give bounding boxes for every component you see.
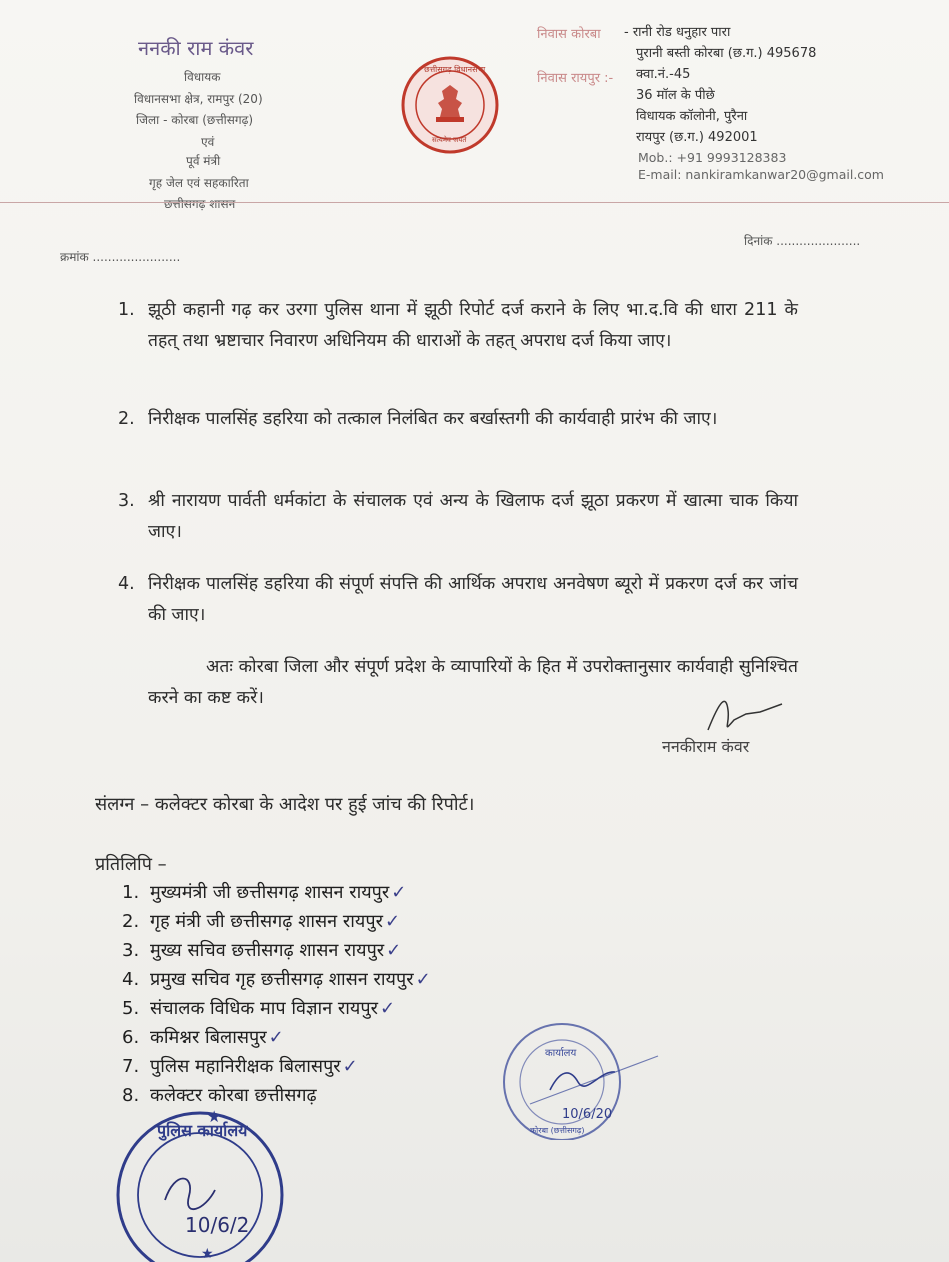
copy-item-text: कलेक्टर कोरबा छत्तीसगढ़ [150,1085,317,1106]
checkmark-icon: ✓ [342,1056,358,1077]
designation-line-1: विधायक [184,70,221,84]
closing-text: अतः कोरबा जिला और संपूर्ण प्रदेश के व्यापारियों के हित में उपरोक्तानुसार कार्यवाही सुनिश्चित करने का कष्ट करें। [148,657,798,708]
police-stamp-title: पुलिस कार्यालय [157,1121,248,1140]
residence-korba-line-2: पुरानी बस्ती कोरबा (छ.ग.) 495678 [636,46,817,61]
collector-stamp-location: कोरबा (छत्तीसगढ़) [530,1126,585,1135]
residence-raipur-line-4: रायपुर (छ.ग.) 492001 [636,130,758,145]
copy-item-text: मुख्य सचिव छत्तीसगढ़ शासन रायपुर [150,940,385,961]
copy-item-text: संचालक विधिक माप विज्ञान रायपुर [150,998,378,1019]
checkmark-icon: ✓ [384,911,401,932]
collector-stamp-date: 10/6/20 [562,1107,613,1122]
checkmark-icon: ✓ [268,1027,284,1048]
enclosure-note: संलग्न – कलेक्टर कोरबा के आदेश पर हुई जांच की रिपोर्ट। [95,794,475,815]
demand-point-3 [118,486,798,548]
point-number: 4. [118,574,135,594]
point-text: झूठी कहानी गढ़ कर उरगा पुलिस थाना में झूठी रिपोर्ट दर्ज कराने के लिए भा.द.वि की धारा 211 के तहत् तथा भ्रष्टाचार निवारण अधिनियम की धाराओं के तहत् अपराध दर्ज किया जाए। [148,300,798,351]
checkmark-icon: ✓ [386,940,402,961]
police-office-stamp [105,1100,305,1262]
residence-raipur-label: निवास रायपुर :- [537,71,614,86]
demand-point-1 [118,295,798,357]
copy-item-number: 3. [122,940,140,961]
copy-item-number: 2. [122,911,140,932]
sender-name: ननकी राम कंवर [138,36,254,60]
copy-item-text: प्रमुख सचिव गृह छत्तीसगढ़ शासन रायपुर [150,969,414,990]
police-stamp-date: 10/6/2 [185,1213,250,1237]
point-number: 2. [118,409,135,429]
designation-line-7: छत्तीसगढ़ शासन [164,197,236,211]
checkmark-icon: ✓ [379,998,396,1019]
point-text: श्री नारायण पार्वती धर्मकांटा के संचालक एवं अन्य के खिलाफ दर्ज झूठा प्रकरण में खात्मा चाक किया जाए। [148,491,798,542]
signature-mark [700,690,790,740]
copy-item-number: 4. [122,969,140,990]
designation-line-2: विधानसभा क्षेत्र, रामपुर (20) [134,92,263,106]
copy-to-item [122,936,431,965]
copy-item-number: 6. [122,1027,140,1048]
copy-to-item [122,1052,431,1081]
checkmark-icon: ✓ [391,882,407,903]
copy-item-text: पुलिस महानिरीक्षक बिलासपुर [150,1056,341,1077]
copy-to-item [122,965,431,994]
point-text: निरीक्षक पालसिंह डहरिया को तत्काल निलंबित कर बर्खास्तगी की कार्यवाही प्रारंभ की जाए। [148,409,718,429]
demand-point-2 [118,404,798,435]
point-number: 3. [118,491,135,511]
date-field: दिनांक ...................... [744,234,861,248]
seal-bottom-text: सत्यमेव जयते [432,136,467,144]
residence-korba-label: निवास कोरबा [537,27,601,42]
designation-line-4: एवं [201,135,215,149]
copy-item-text: मुख्यमंत्री जी छत्तीसगढ़ शासन रायपुर [150,882,390,903]
residence-raipur-line-3: विधायक कॉलोनी, पुरैना [636,109,748,124]
copy-item-number: 1. [122,882,140,903]
copy-to-heading: प्रतिलिपि – [95,854,167,875]
designation-line-3: जिला - कोरबा (छत्तीसगढ़) [136,113,254,127]
copy-item-number: 8. [122,1085,140,1106]
residence-raipur-line-2: 36 मॉल के पीछे [636,88,715,103]
copy-to-item [122,1023,431,1052]
point-number: 1. [118,300,135,320]
copy-to-item [122,907,431,936]
star-icon: ★ [207,1107,222,1126]
copy-item-number: 5. [122,998,140,1019]
collector-office-stamp [490,1020,660,1140]
residence-korba-line-1: - रानी रोड धनुहार पारा [624,25,731,40]
copy-to-item [122,994,431,1023]
copy-item-number: 7. [122,1056,140,1077]
header-divider [0,202,949,203]
seal-top-text: छत्तीसगढ़ विधानसभा [424,65,486,74]
demand-point-4 [118,569,798,631]
copy-item-text: गृह मंत्री जी छत्तीसगढ़ शासन रायपुर [150,911,383,932]
designation-line-5: पूर्व मंत्री [186,154,221,168]
copy-item-text: कमिश्नर बिलासपुर [150,1027,267,1048]
collector-stamp-title: कार्यालय [545,1048,577,1059]
mobile-number: Mob.: +91 9993128383 [638,150,787,165]
copy-to-item [122,878,431,907]
designation-line-6: गृह जेल एवं सहकारिता [149,176,249,190]
residence-raipur-line-1: क्वा.नं.-45 [636,67,691,82]
signatory-name: ननकीराम कंवर [662,737,750,756]
point-text: निरीक्षक पालसिंह डहरिया की संपूर्ण संपत्ति की आर्थिक अपराध अनवेषण ब्यूरो में प्रकरण दर्ज कर जांच की जाए। [148,574,798,625]
reference-number-field: क्रमांक ....................... [60,250,181,264]
email-address: E-mail: nankiramkanwar20@gmail.com [638,167,884,182]
star-icon: ★ [201,1246,214,1262]
checkmark-icon: ✓ [415,969,431,990]
copy-to-list [122,878,431,1110]
